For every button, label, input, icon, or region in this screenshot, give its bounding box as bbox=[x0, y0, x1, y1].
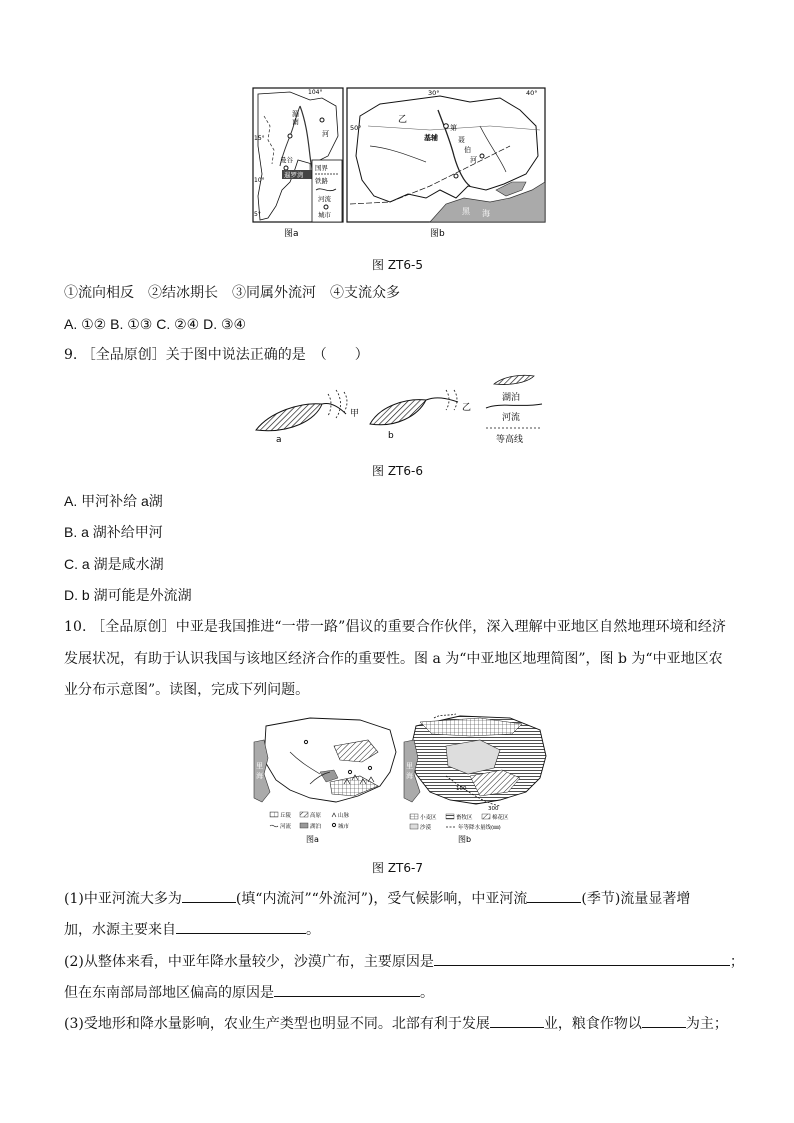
map-a-label: 图a bbox=[306, 835, 319, 844]
q10-sub1-text: (填“内流河”“外流河”)，受气候影响，中亚河流 bbox=[235, 891, 528, 907]
map-b-sea-label: 海 bbox=[482, 209, 490, 218]
map-b-lat-label: 50° bbox=[350, 124, 362, 132]
legend-river-label: 河流 bbox=[280, 824, 292, 830]
map-a-city-dot bbox=[320, 118, 324, 122]
map-a-city-dot bbox=[304, 740, 307, 743]
map-b-sea-label: 里 bbox=[406, 762, 413, 770]
q8-options: A. ①② B. ①③ C. ②④ D. ③④ bbox=[64, 316, 247, 332]
answer-blank[interactable] bbox=[182, 888, 236, 903]
map-a-lon-label: 104° bbox=[308, 89, 323, 96]
q10-stem-line-3: 业分布示意图”。读图，完成下列问题。 bbox=[64, 682, 310, 698]
map-a-city-dot bbox=[348, 770, 351, 773]
q9-option-a: A. 甲河补给 a湖 bbox=[64, 493, 163, 509]
map-b-river-label: 聂 bbox=[458, 136, 465, 144]
map-b-lon-label: 30° bbox=[428, 89, 440, 97]
legend-river-symbol bbox=[486, 404, 542, 408]
q10-sub2-text: 但在东南部局部地区偏高的原因是 bbox=[64, 985, 274, 1001]
legend-desert-label: 沙漠 bbox=[420, 825, 432, 831]
legend-pasture-symbol bbox=[446, 814, 454, 819]
q10-sub2-text: 。 bbox=[420, 985, 434, 1001]
map-b-lon-label: 40° bbox=[526, 89, 538, 97]
figure-zt6-5-caption: 图 ZT6-5 bbox=[372, 258, 423, 272]
map-b-sea-label: 海 bbox=[406, 772, 413, 780]
answer-blank[interactable] bbox=[176, 919, 306, 934]
map-b-sea-label: 黑 bbox=[462, 207, 470, 216]
q9-option-b: B. a 湖补给甲河 bbox=[64, 524, 163, 540]
q10-sub2-line-2 bbox=[64, 982, 434, 1003]
q10-sub1-text: 加，水源主要来自 bbox=[64, 922, 176, 938]
map-b-label: 图b bbox=[458, 835, 472, 844]
q10-sub2-text: (2)从整体来看，中亚年降水量较少，沙漠广布，主要原因是 bbox=[64, 954, 434, 970]
figure-zt6-7-svg bbox=[250, 712, 550, 848]
figure-zt6-7-caption: 图 ZT6-7 bbox=[372, 861, 423, 875]
map-b-river-label: 伯 bbox=[464, 146, 471, 154]
figure-zt6-7 bbox=[250, 712, 550, 848]
q10-sub3-text: (3)受地形和降水量影响，农业生产类型也明显不同。北部有利于发展 bbox=[64, 1016, 490, 1032]
legend-desert-symbol bbox=[410, 824, 418, 829]
map-a-label: 图a bbox=[284, 229, 299, 239]
isohyet-100-label: 100 bbox=[456, 786, 467, 792]
map-b-river-label: 第 bbox=[450, 124, 457, 132]
legend-river-label: 河流 bbox=[502, 413, 521, 423]
answer-blank[interactable] bbox=[642, 1013, 686, 1028]
river-jia bbox=[322, 403, 346, 414]
river-yi-label: 乙 bbox=[462, 403, 472, 413]
legend-isohyet-label: 年等降水量线(㎜) bbox=[458, 825, 501, 831]
map-b-city-dot bbox=[480, 154, 484, 158]
figure-zt6-5 bbox=[250, 86, 550, 246]
answer-blank[interactable] bbox=[490, 1013, 544, 1028]
map-b-river-label: 河 bbox=[470, 156, 477, 164]
q9-option-d: D. b 湖可能是外流湖 bbox=[64, 587, 192, 603]
q10-sub1-line-2 bbox=[64, 919, 320, 940]
legend-lake-label: 湖泊 bbox=[310, 824, 322, 830]
legend-hills-label: 丘陵 bbox=[280, 813, 292, 819]
map-b-kyiv-label: 基辅 bbox=[424, 134, 438, 142]
map-a-lat-label: 15° bbox=[254, 135, 265, 142]
map-b-city-dot bbox=[454, 174, 458, 178]
map-a-river-label: 南 bbox=[292, 118, 299, 126]
legend-hills-symbol bbox=[270, 812, 278, 817]
map-a-gulf-label: 暹罗湾 bbox=[284, 171, 304, 179]
legend-cotton-symbol bbox=[482, 814, 490, 819]
legend-wheat-symbol bbox=[410, 814, 418, 819]
q10-sub1-text: (季节)流量显著增 bbox=[581, 891, 691, 907]
map-a-lat-label: 5° bbox=[254, 211, 261, 218]
legend-lake-symbol bbox=[494, 375, 534, 384]
legend-city-symbol bbox=[324, 205, 328, 209]
legend-city-label: 城市 bbox=[338, 824, 350, 830]
legend-plateau-label: 高原 bbox=[310, 813, 322, 819]
legend-mountain-label: 山脉 bbox=[338, 813, 350, 819]
q9-option-c: C. a 湖是咸水湖 bbox=[64, 556, 164, 572]
isohyet-300-label: 300 bbox=[488, 806, 499, 812]
q10-sub3-text: 业，粮食作物以 bbox=[543, 1016, 642, 1032]
map-a-river-label: 河 bbox=[322, 130, 329, 138]
legend-river-symbol bbox=[270, 825, 278, 827]
contour-line bbox=[454, 390, 457, 410]
map-a-sea-label: 海 bbox=[256, 772, 263, 780]
legend-rail-label: 铁路 bbox=[315, 177, 328, 185]
legend-pasture-label: 畜牧区 bbox=[456, 815, 473, 821]
map-a-lat-label: 10° bbox=[254, 177, 265, 184]
map-a-river-label: 湄 bbox=[292, 110, 299, 118]
map-a-outline bbox=[264, 718, 396, 802]
map-b-city-kyiv bbox=[444, 124, 449, 129]
lake-b-label: b bbox=[388, 431, 394, 441]
contour-line bbox=[344, 392, 347, 412]
q10-sub1-text: 。 bbox=[306, 922, 320, 938]
figure-zt6-6-caption: 图 ZT6-6 bbox=[372, 464, 423, 478]
legend-city-label: 城市 bbox=[318, 211, 331, 219]
legend-lake-symbol bbox=[300, 823, 308, 828]
q10-sub3-line-1 bbox=[64, 1013, 728, 1034]
lake-a bbox=[256, 404, 322, 431]
legend-plateau-symbol bbox=[300, 812, 308, 817]
map-a-city-dot bbox=[368, 766, 371, 769]
figure-zt6-6-svg bbox=[250, 372, 550, 452]
q10-sub1-line-1 bbox=[64, 888, 690, 909]
contour-line bbox=[336, 390, 341, 418]
map-a-city-dot bbox=[288, 134, 292, 138]
answer-blank[interactable] bbox=[274, 982, 420, 997]
q10-sub2-line-1 bbox=[64, 951, 744, 972]
legend-lake-label: 湖泊 bbox=[502, 393, 521, 403]
figure-zt6-5-svg bbox=[250, 86, 550, 246]
legend-city-symbol bbox=[332, 823, 335, 826]
q9-stem: 9. ［全品原创］关于图中说法正确的是 （ ） bbox=[64, 347, 369, 363]
map-b-place-yi: 乙 bbox=[398, 115, 408, 125]
contour-line bbox=[446, 390, 449, 410]
figure-zt6-6 bbox=[250, 372, 550, 452]
map-a-sea-label: 里 bbox=[256, 762, 263, 770]
contour-line bbox=[328, 394, 331, 416]
river-jia-label: 甲 bbox=[350, 409, 360, 419]
lake-b bbox=[370, 400, 426, 425]
q8-items: ①流向相反 ②结冰期长 ③同属外流河 ④支流众多 bbox=[64, 285, 400, 301]
answer-blank[interactable] bbox=[527, 888, 581, 903]
legend-cotton-label: 棉花区 bbox=[492, 815, 509, 821]
map-b-label: 图b bbox=[430, 229, 445, 239]
q10-sub1-text: (1)中亚河流大多为 bbox=[64, 891, 182, 907]
q10-stem-line-2: 发展状况，有助于认识我国与该地区经济合作的重要性。图 a 为“中亚地区地理简图”，图 b 为“中亚地区农 bbox=[64, 651, 723, 667]
map-a-city-dot bbox=[284, 166, 288, 170]
q10-sub3-text: 为主； bbox=[685, 1016, 728, 1032]
answer-blank[interactable] bbox=[434, 951, 730, 966]
legend-border-label: 国界 bbox=[315, 164, 328, 172]
legend-contour-label: 等高线 bbox=[496, 435, 524, 445]
river-yi bbox=[426, 398, 458, 402]
q10-sub2-text: ； bbox=[729, 954, 744, 970]
legend-mountain-symbol bbox=[332, 813, 336, 817]
legend-wheat-label: 小麦区 bbox=[420, 815, 437, 821]
legend-river-label: 河流 bbox=[318, 195, 331, 203]
lake-a-label: a bbox=[276, 435, 282, 445]
q10-stem-line-1: 10. ［全品原创］中亚是我国推进“一带一路”倡议的重要合作伙伴，深入理解中亚地区自然地理环境和经济 bbox=[64, 619, 727, 635]
map-a-city-label: 曼谷 bbox=[280, 156, 293, 164]
